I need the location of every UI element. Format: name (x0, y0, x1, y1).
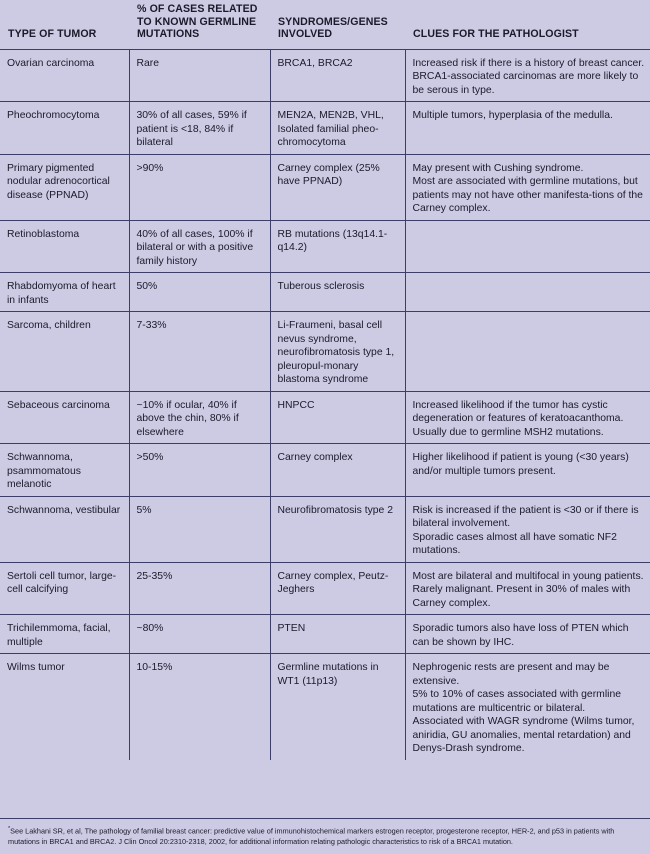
cell-percent-germline (129, 312, 270, 392)
cell-tumor-type-text: Primary pigmented nodular adrenocortical disease (PPNAD) (7, 162, 110, 201)
cell-percent-germline-text: Rare (136, 57, 160, 69)
cell-percent-germline (129, 654, 270, 760)
cell-pathologist-clues (405, 391, 650, 444)
cell-tumor-type-text: Pheochromocytoma (7, 110, 100, 121)
cell-syndromes-genes (270, 102, 405, 155)
cell-tumor-type (0, 49, 129, 102)
cell-tumor-type (0, 312, 129, 392)
cell-syndromes-genes (270, 312, 405, 392)
header-pathologist-clues: CLUES FOR THE PATHOLOGIST (405, 0, 650, 49)
header-percent-germline: % OF CASES RELATED TO KNOWN GERMLINE MUTATIONS (129, 0, 270, 49)
cell-syndromes-genes-text: MEN2A, MEN2B, VHL, Isolated familial pheo-chromocytoma (277, 110, 384, 148)
cell-syndromes-genes-text: Tuberous sclerosis (277, 281, 365, 292)
cell-syndromes-genes-text: HNPCC (277, 399, 315, 411)
cell-tumor-type (0, 102, 129, 155)
table-row (0, 102, 650, 155)
cell-syndromes-genes-text: RB mutations (13q14.1-q14.2) (277, 228, 388, 253)
cell-percent-germline-text: 25-35% (136, 570, 173, 582)
clue-paragraph: Nephrogenic rests are present and may be extensive. (412, 662, 610, 687)
cell-tumor-type-text: Retinoblastoma (7, 228, 80, 240)
cell-syndromes-genes (270, 273, 405, 312)
cell-tumor-type (0, 220, 129, 273)
cell-tumor-type-text: Sertoli cell tumor, large-cell calcifying (7, 570, 117, 595)
cell-syndromes-genes-text: Carney complex (277, 452, 353, 463)
cell-pathologist-clues (405, 496, 650, 562)
cell-pathologist-clues (405, 273, 650, 312)
cell-percent-germline (129, 562, 270, 615)
cell-percent-germline (129, 391, 270, 444)
cell-syndromes-genes (270, 154, 405, 220)
footnote-marker: * (8, 826, 11, 832)
footnote-text: See Lakhani SR, et al, The pathology of familial breast cancer: predictive value of immunohistochemical markers estrogen receptor, progesterone receptor, HER-2, and p53 in patients with mutations in BRCA1 and BRCA2. J Clin Oncol 20:2310-2318, 2002, for additional information relating pathologic characteristics to risk of a BRCA1 mutation. (8, 826, 615, 847)
cell-percent-germline (129, 496, 270, 562)
cell-pathologist-clues (405, 102, 650, 155)
clue-paragraph: Usually due to germline MSH2 mutations. (412, 426, 604, 438)
cell-percent-germline-text: >90% (136, 162, 164, 174)
table-row (0, 654, 650, 760)
cell-tumor-type (0, 496, 129, 562)
table-row (0, 49, 650, 102)
cell-percent-germline-text: ~80% (136, 623, 164, 634)
table-row (0, 444, 650, 497)
cell-syndromes-genes (270, 654, 405, 760)
cell-tumor-type-text: Schwannoma, vestibular (7, 504, 121, 516)
cell-tumor-type (0, 273, 129, 312)
clue-paragraph: 5% to 10% of cases associated with germline mutations are multicentric or bilateral. (412, 689, 621, 714)
cell-percent-germline (129, 615, 270, 654)
clue-paragraph: Associated with WAGR syndrome (Wilms tumor, aniridia, GU anomalies, mental retardation) and Denys-Drash syndrome. (412, 716, 635, 754)
cell-percent-germline-text: 40% of all cases, 100% if bilateral or with a positive family history (136, 228, 254, 267)
cell-syndromes-genes (270, 615, 405, 654)
clue-paragraph: Increased risk if there is a history of breast cancer. BRCA1-associated carcinomas are more likely to be serous in type. (412, 57, 645, 96)
table-row (0, 615, 650, 654)
cell-syndromes-genes-text: Li-Fraumeni, basal cell nevus syndrome, neurofibromatosis type 1, pleuropul-monary blastoma syndrome (277, 320, 395, 385)
cell-percent-germline (129, 102, 270, 155)
cell-percent-germline-text: >50% (136, 452, 164, 463)
table-row (0, 391, 650, 444)
cell-tumor-type-text: Ovarian carcinoma (7, 57, 95, 69)
table-row (0, 562, 650, 615)
cell-percent-germline (129, 220, 270, 273)
cell-percent-germline (129, 273, 270, 312)
cell-syndromes-genes (270, 220, 405, 273)
clue-paragraph: Increased likelihood if the tumor has cystic degeneration or features of keratoacanthoma. (412, 399, 624, 424)
table-row (0, 273, 650, 312)
cell-tumor-type-text: Trichilemmoma, facial, multiple (7, 623, 111, 648)
cell-percent-germline-text: 7-33% (136, 320, 167, 331)
cell-pathologist-clues (405, 49, 650, 102)
cell-pathologist-clues (405, 615, 650, 654)
cell-pathologist-clues (405, 444, 650, 497)
clue-paragraph: Sporadic cases almost all have somatic NF2 mutations. (412, 531, 617, 556)
cell-tumor-type-text: Wilms tumor (7, 662, 65, 673)
clue-paragraph: Sporadic tumors also have loss of PTEN which can be shown by IHC. (412, 623, 629, 648)
cell-percent-germline-text: 50% (136, 281, 158, 292)
clue-paragraph: May present with Cushing syndrome. (412, 162, 584, 174)
header-row (0, 0, 650, 49)
cell-syndromes-genes-text: Carney complex, Peutz-Jeghers (277, 570, 389, 595)
cell-syndromes-genes (270, 49, 405, 102)
cell-syndromes-genes-text: PTEN (277, 623, 306, 634)
cell-percent-germline (129, 49, 270, 102)
cell-pathologist-clues (405, 220, 650, 273)
cell-tumor-type (0, 615, 129, 654)
header-syndromes-genes: SYNDROMES/GENES INVOLVED (270, 0, 405, 49)
table-row (0, 312, 650, 392)
cell-syndromes-genes (270, 562, 405, 615)
cell-tumor-type (0, 154, 129, 220)
cell-percent-germline-text: 30% of all cases, 59% if patient is <18, 84% if bilateral (136, 110, 247, 148)
cell-syndromes-genes (270, 496, 405, 562)
cell-tumor-type-text: Schwannoma, psammomatous melanotic (7, 452, 81, 490)
cell-syndromes-genes-text: Neurofibromatosis type 2 (277, 504, 394, 516)
cell-tumor-type (0, 562, 129, 615)
cell-tumor-type (0, 654, 129, 760)
clue-paragraph: Higher likelihood if patient is young (<30 years) and/or multiple tumors present. (412, 452, 629, 477)
cell-pathologist-clues (405, 312, 650, 392)
cell-syndromes-genes (270, 444, 405, 497)
cell-tumor-type-text: Sebaceous carcinoma (7, 399, 110, 411)
cell-percent-germline-text: ~10% if ocular, 40% if above the chin, 80% if elsewhere (136, 399, 239, 438)
table-row (0, 496, 650, 562)
cell-percent-germline (129, 154, 270, 220)
cell-syndromes-genes-text: Carney complex (25% have PPNAD) (277, 162, 380, 187)
cell-pathologist-clues (405, 654, 650, 760)
footnote (0, 818, 650, 854)
clue-paragraph: Most are associated with germline mutations, but patients may not have other manifesta-tions of the Carney complex. (412, 176, 643, 214)
cell-syndromes-genes-text: Germline mutations in WT1 (11p13) (277, 662, 379, 687)
cell-tumor-type (0, 391, 129, 444)
clue-paragraph: Most are bilateral and multifocal in young patients. Rarely malignant. Present in 30% of males with Carney complex. (412, 570, 644, 609)
cell-percent-germline-text: 10-15% (136, 662, 173, 673)
table-row (0, 154, 650, 220)
cell-pathologist-clues (405, 562, 650, 615)
cell-tumor-type-text: Rhabdomyoma of heart in infants (7, 281, 116, 306)
cell-tumor-type-text: Sarcoma, children (7, 320, 91, 331)
header-tumor-type: TYPE OF TUMOR (0, 0, 129, 49)
cell-percent-germline (129, 444, 270, 497)
clue-paragraph: Risk is increased if the patient is <30 or if there is bilateral involvement. (412, 504, 639, 529)
cell-tumor-type (0, 444, 129, 497)
cell-syndromes-genes-text: BRCA1, BRCA2 (277, 57, 353, 69)
clue-paragraph: Multiple tumors, hyperplasia of the medulla. (412, 110, 613, 121)
table-header (0, 0, 650, 49)
table-body (0, 49, 650, 760)
table-row (0, 220, 650, 273)
cell-percent-germline-text: 5% (136, 504, 152, 516)
cell-pathologist-clues (405, 154, 650, 220)
cell-syndromes-genes (270, 391, 405, 444)
